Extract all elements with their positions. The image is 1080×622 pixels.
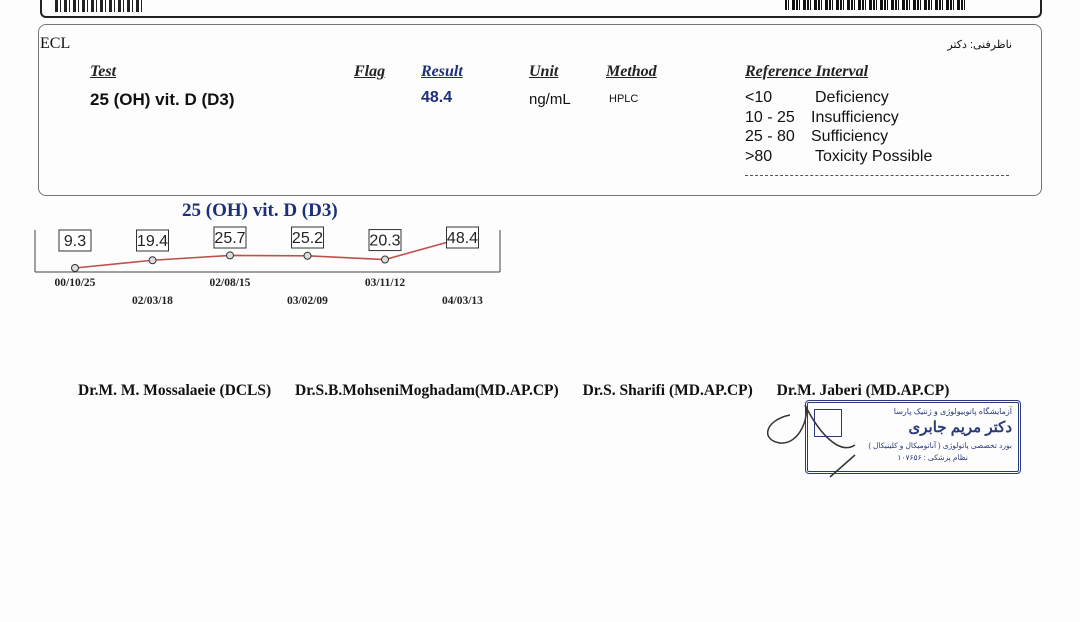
signature-scribble bbox=[760, 395, 860, 485]
chart-x-tick-label: 02/08/15 bbox=[209, 277, 251, 289]
col-flag: Flag bbox=[354, 63, 386, 80]
chart-data-label: 9.3 bbox=[63, 233, 87, 250]
chart-data-label: 25.7 bbox=[214, 230, 246, 247]
doctor-name: Dr.M. Jaberi (MD.AP.CP) bbox=[776, 382, 950, 399]
reference-row: 10 - 25 Insufficiency bbox=[745, 108, 899, 126]
chart-x-tick-label: 03/11/12 bbox=[364, 277, 406, 289]
chart-x-tick-label: 04/03/13 bbox=[442, 295, 483, 307]
section-label: ECL bbox=[40, 35, 71, 52]
stamp-line-4: نظام پزشکی : ۱۰۷۶۵۶ bbox=[897, 453, 968, 462]
chart-point bbox=[304, 252, 311, 259]
chart-x-tick-label: 02/03/18 bbox=[132, 295, 173, 307]
test-result: 48.4 bbox=[421, 89, 453, 106]
chart-point bbox=[382, 256, 389, 263]
test-name: 25 (OH) vit. D (D3) bbox=[90, 90, 235, 109]
col-reference: Reference Interval bbox=[745, 63, 869, 80]
requester-label: ناظرفنی: دکتر bbox=[947, 39, 1012, 51]
chart-x-tick-label: 00/10/25 bbox=[54, 277, 96, 289]
stamp-line-2: دکتر مریم جابری bbox=[908, 419, 1012, 436]
stamp-line-3: بورد تخصصی پاتولوژی ( آناتومیکال و کلینیکال ) bbox=[868, 441, 1012, 450]
chart-data-label: 20.3 bbox=[369, 232, 401, 250]
chart-x-tick-label: 03/02/09 bbox=[287, 295, 328, 307]
doctor-name: Dr.M. M. Mossalaeie (DCLS) bbox=[78, 382, 272, 399]
reference-row: <10 Deficiency bbox=[745, 89, 889, 106]
chart-data-label: 25.2 bbox=[291, 230, 324, 247]
qr-code bbox=[55, 0, 145, 12]
chart-point bbox=[149, 257, 156, 264]
chart-point bbox=[72, 265, 79, 272]
chart-data-label: 48.4 bbox=[446, 230, 479, 247]
reference-row: 25 - 80 Sufficiency bbox=[745, 128, 889, 145]
barcode bbox=[785, 0, 965, 10]
test-method: HPLC bbox=[609, 93, 639, 105]
col-result: Result bbox=[421, 63, 463, 80]
chart-point bbox=[227, 252, 234, 259]
chart-data-label: 19.4 bbox=[136, 233, 169, 250]
reference-list bbox=[745, 88, 932, 166]
stamp-line-1: آزمایشگاه پاتوبیولوژی و ژنتیک پارسا bbox=[893, 407, 1012, 416]
reference-row: >80 Toxicity Possible bbox=[745, 147, 933, 165]
chart-series-line bbox=[75, 238, 463, 268]
col-test: Test bbox=[90, 63, 117, 80]
reference-divider bbox=[745, 175, 1009, 176]
col-unit: Unit bbox=[529, 63, 559, 80]
doctor-name: Dr.S.B.MohseniMoghadam(MD.AP.CP) bbox=[295, 382, 559, 399]
chart-title: 25 (OH) vit. D (D3) bbox=[182, 200, 338, 221]
col-method: Method bbox=[606, 63, 657, 80]
trend-chart bbox=[30, 224, 510, 314]
doctor-name: Dr.S. Sharifi (MD.AP.CP) bbox=[582, 382, 753, 399]
test-unit: ng/mL bbox=[529, 91, 571, 108]
